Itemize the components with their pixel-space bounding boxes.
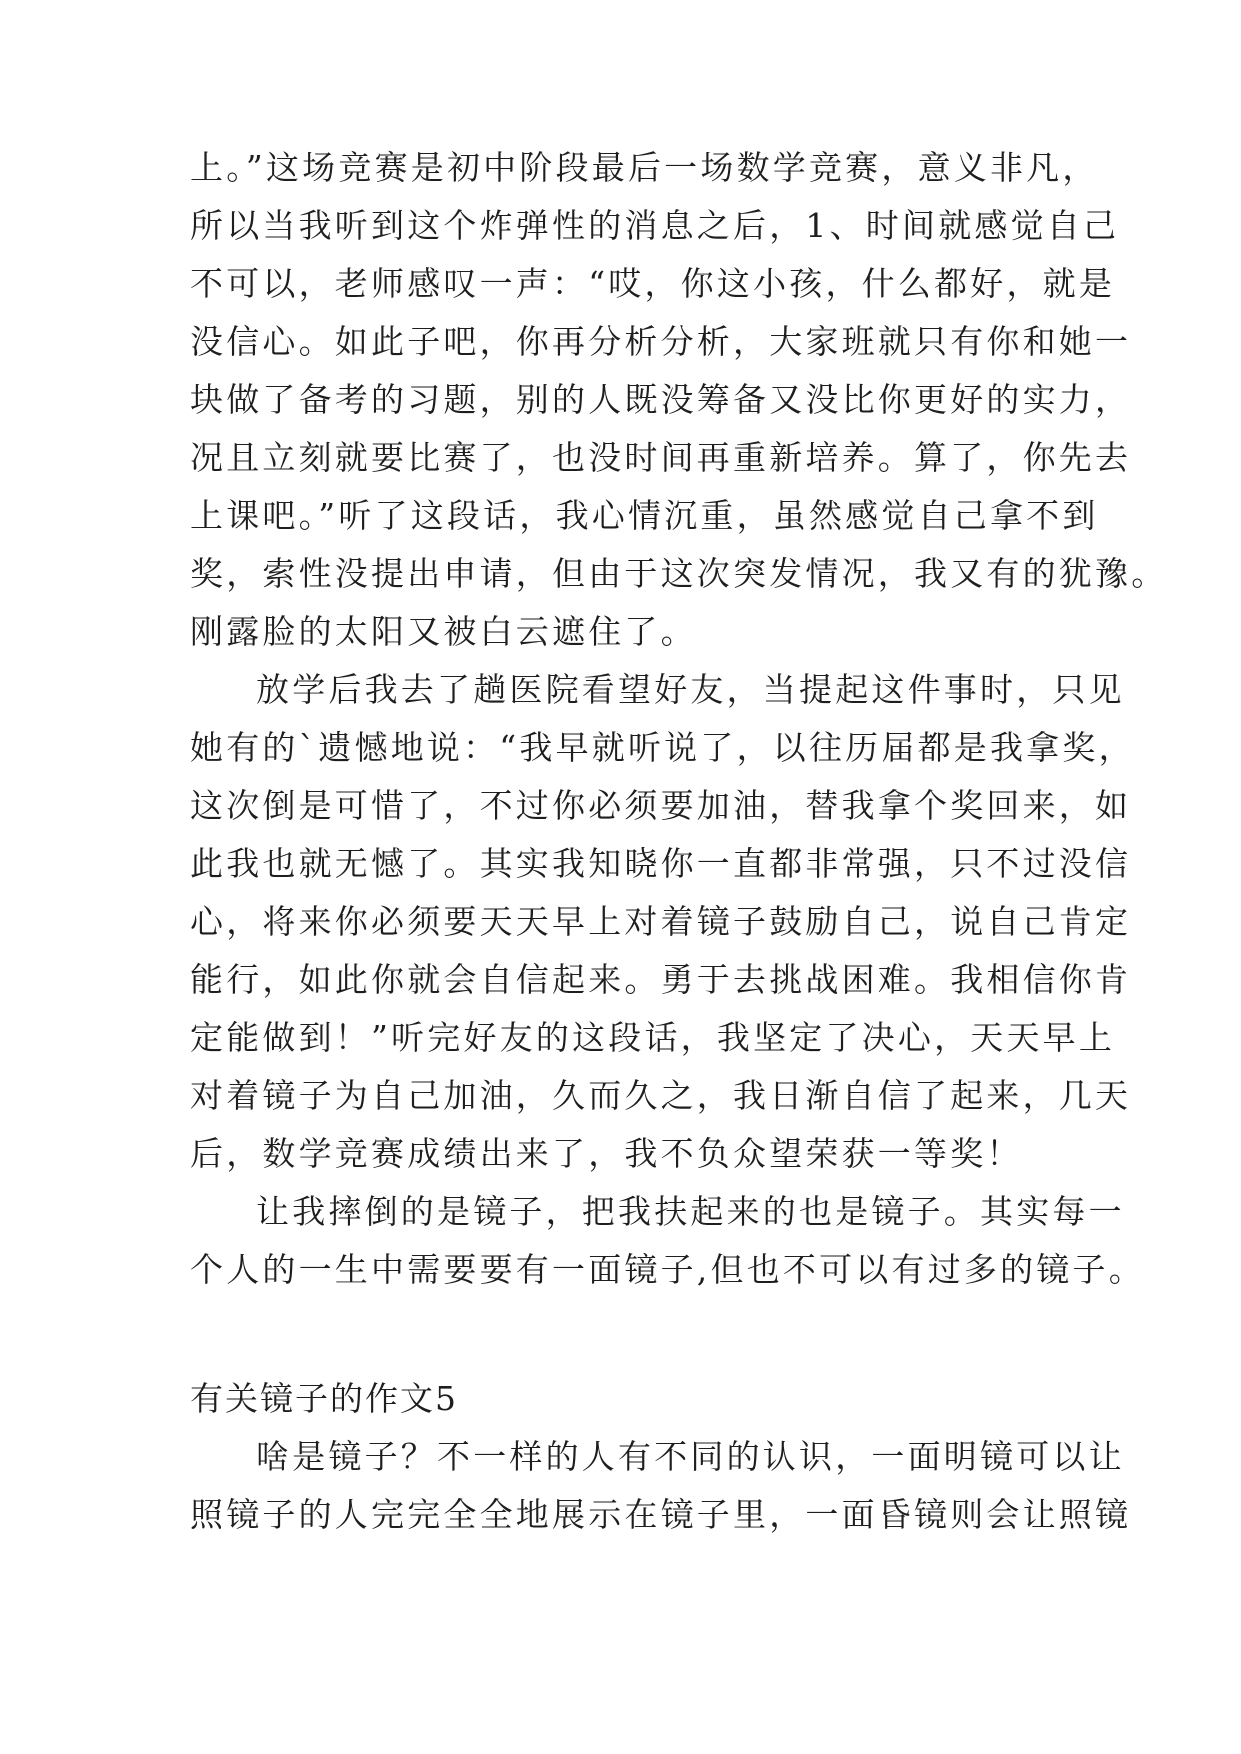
body-text-block-1: [190, 139, 1168, 1299]
text-line: 能行，如此你就会自信起来。勇于去挑战困难。我相信你肯: [190, 960, 1132, 999]
essay-heading-block: [190, 1370, 1060, 1428]
text-line: 上课吧。”听了这段话，我心情沉重，虽然感觉自己拿不到: [190, 496, 1099, 535]
text-line: 照镜子的人完完全全地展示在镜子里，一面昏镜则会让照镜: [190, 1495, 1132, 1534]
text-line: 心，将来你必须要天天早上对着镜子鼓励自己，说自己肯定: [190, 902, 1132, 941]
text-line: 没信心。如此子吧，你再分析分析，大家班就只有你和她一: [190, 322, 1132, 361]
text-line: 这次倒是可惜了，不过你必须要加油，替我拿个奖回来，如: [190, 786, 1132, 825]
text-line: 奖，索性没提出申请，但由于这次突发情况，我又有的犹豫。: [190, 554, 1168, 593]
text-line: 块做了备考的习题，别的人既没筹备又没比你更好的实力，: [190, 380, 1132, 419]
essay-heading: 有关镜子的作文5: [190, 1379, 458, 1418]
text-line: 刚露脸的太阳又被白云遮住了。: [190, 612, 697, 651]
text-line: 后，数学竞赛成绩出来了，我不负众望荣获一等奖！: [190, 1134, 1023, 1173]
text-line: 对着镜子为自己加油，久而久之，我日渐自信了起来，几天: [190, 1076, 1132, 1115]
paragraph-start-line: 让我摔倒的是镜子，把我扶起来的也是镜子。其实每一: [256, 1192, 1125, 1231]
text-line: 况且立刻就要比赛了，也没时间再重新培养。算了，你先去: [190, 438, 1132, 477]
text-line: 不可以，老师感叹一声：“哎，你这小孩，什么都好，就是: [190, 264, 1116, 303]
text-line: 所以当我听到这个炸弹性的消息之后，1、时间就感觉自己: [190, 206, 1120, 245]
body-text-block-2: [190, 1428, 1132, 1544]
paragraph-start-line: 啥是镜子？不一样的人有不同的认识，一面明镜可以让: [256, 1437, 1125, 1476]
text-line: 她有的`遗憾地说：“我早就听说了，以往历届都是我拿奖，: [190, 728, 1135, 767]
paragraph-start-line: 放学后我去了趟医院看望好友，当提起这件事时，只见: [256, 670, 1125, 709]
text-line: 此我也就无憾了。其实我知晓你一直都非常强，只不过没信: [190, 844, 1132, 883]
text-line: 个人的一生中需要要有一面镜子,但也不可以有过多的镜子。: [190, 1250, 1145, 1289]
text-line: 定能做到！”听完好友的这段话，我坚定了决心，天天早上: [190, 1018, 1116, 1057]
text-line: 上。”这场竞赛是初中阶段最后一场数学竞赛，意义非凡，: [190, 148, 1099, 187]
